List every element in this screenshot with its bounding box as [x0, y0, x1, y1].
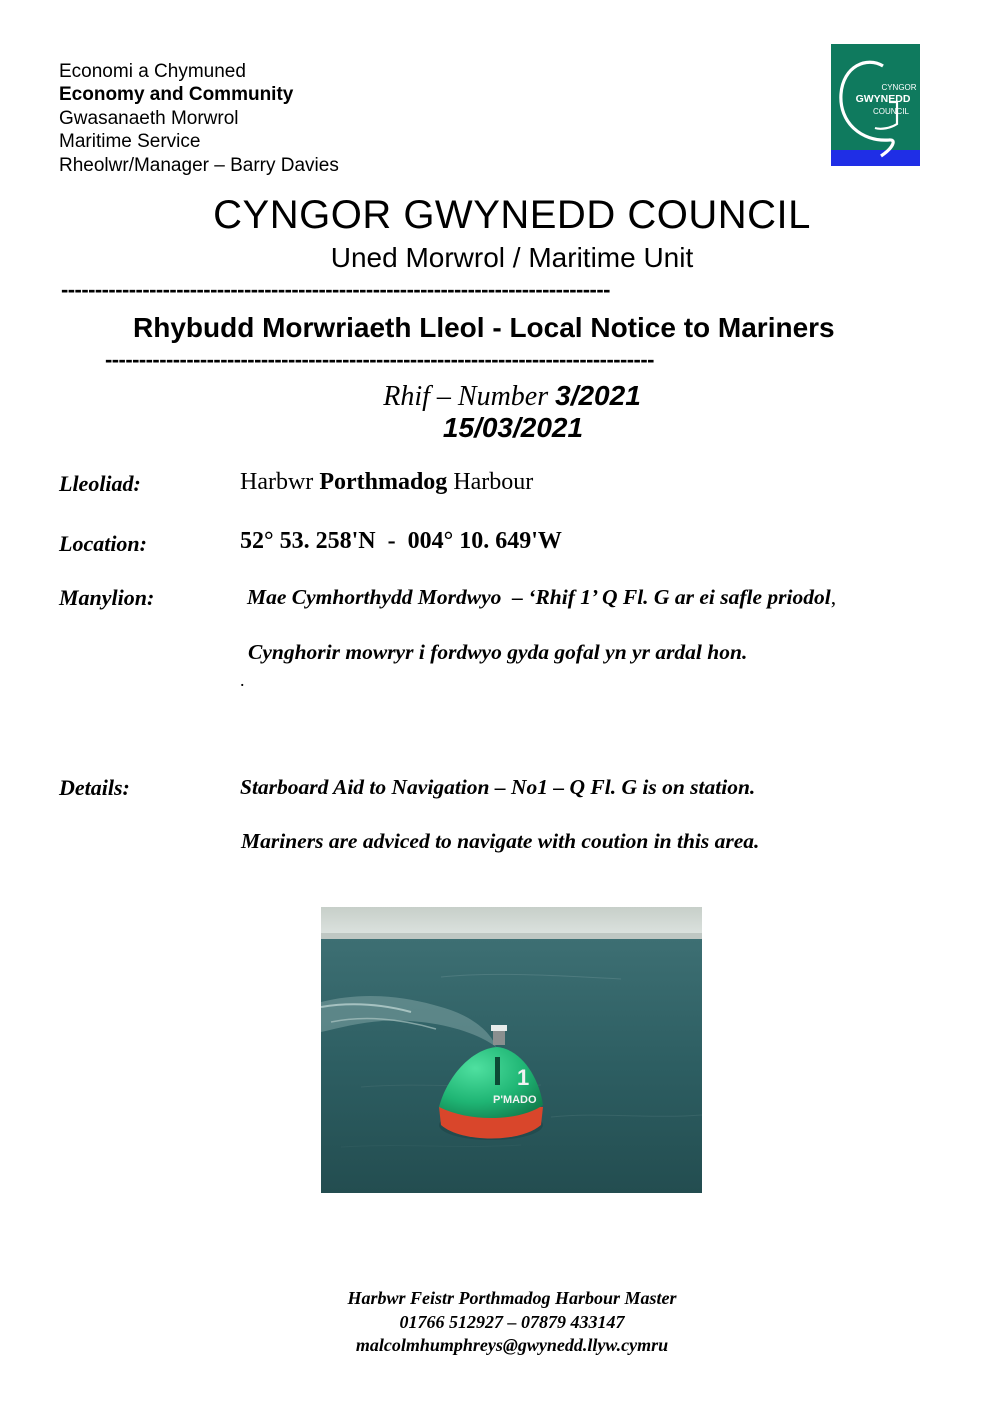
notice-heading: Rhybudd Morwriaeth Lleol - Local Notice to Mariners — [133, 312, 835, 343]
lleoliad-label: Lleoliad: — [59, 471, 141, 496]
location-coordinates: 52° 53. 258'N - 004° 10. 649'W — [240, 528, 562, 554]
council-title: CYNGOR GWYNEDD COUNCIL — [213, 193, 811, 237]
manylion-line-1 — [247, 585, 836, 610]
divider-top: --------------------------------------------------------------------------------- — [61, 277, 610, 302]
number-value: 3/2021 — [555, 380, 641, 411]
lleoliad-harbour-name: Porthmadog — [319, 469, 448, 495]
number-label: Rhif – Number — [383, 381, 556, 412]
details-line-1: Starboard Aid to Navigation – No1 – Q Fl. G is on station. — [240, 775, 756, 799]
dept-line-welsh: Economi a Chymuned — [59, 61, 246, 82]
logo-text-gwynedd: GWYNEDD — [855, 93, 911, 105]
dept-line-english: Economy and Community — [59, 84, 294, 106]
notice-number — [0, 380, 1000, 413]
lleoliad-value — [240, 469, 533, 496]
manylion-line-2: Cynghorir mowryr i fordwyo gyda gofal yn yr ardal hon. — [248, 640, 748, 664]
notice-date: 15/03/2021 — [442, 412, 584, 443]
details-line-2: Mariners are adviced to navigate with coution in this area. — [241, 829, 760, 853]
council-logo — [831, 44, 920, 166]
logo-text-cyngor: CYNGOR — [881, 83, 917, 92]
manylion-dot: . — [240, 670, 245, 690]
location-label: Location: — [59, 531, 147, 556]
service-line-welsh: Gwasanaeth Morwrol — [59, 107, 239, 129]
buoy-photo — [321, 907, 702, 1193]
manylion-line-1-comma: , — [830, 585, 837, 609]
details-label: Details: — [59, 775, 130, 800]
footer-phone: 01766 512927 – 07879 433147 — [399, 1312, 625, 1332]
service-line-english: Maritime Service — [59, 131, 201, 153]
manager-line: Rheolwr/Manager – Barry Davies — [59, 154, 339, 176]
logo-text-council: COUNCIL — [872, 107, 910, 116]
footer-email: malcolmhumphreys@gwynedd.llyw.cymru — [355, 1335, 669, 1355]
unit-subtitle: Uned Morwrol / Maritime Unit — [330, 242, 694, 273]
manylion-line-1-text: Mae Cymhorthydd Mordwyo – ‘Rhif 1’ Q Fl. G ar ei safle priodol — [247, 585, 831, 609]
lleoliad-suffix: Harbour — [447, 469, 534, 495]
footer-harbour-master: Harbwr Feistr Porthmadog Harbour Master — [347, 1288, 677, 1308]
lleoliad-prefix: Harbwr — [240, 469, 320, 495]
buoy-number: 1 — [517, 1065, 530, 1090]
manylion-label: Manylion: — [59, 585, 155, 610]
buoy-label: P'MADO — [493, 1094, 537, 1106]
divider-bottom: --------------------------------------------------------------------------------- — [105, 347, 654, 372]
department-block — [59, 60, 339, 177]
